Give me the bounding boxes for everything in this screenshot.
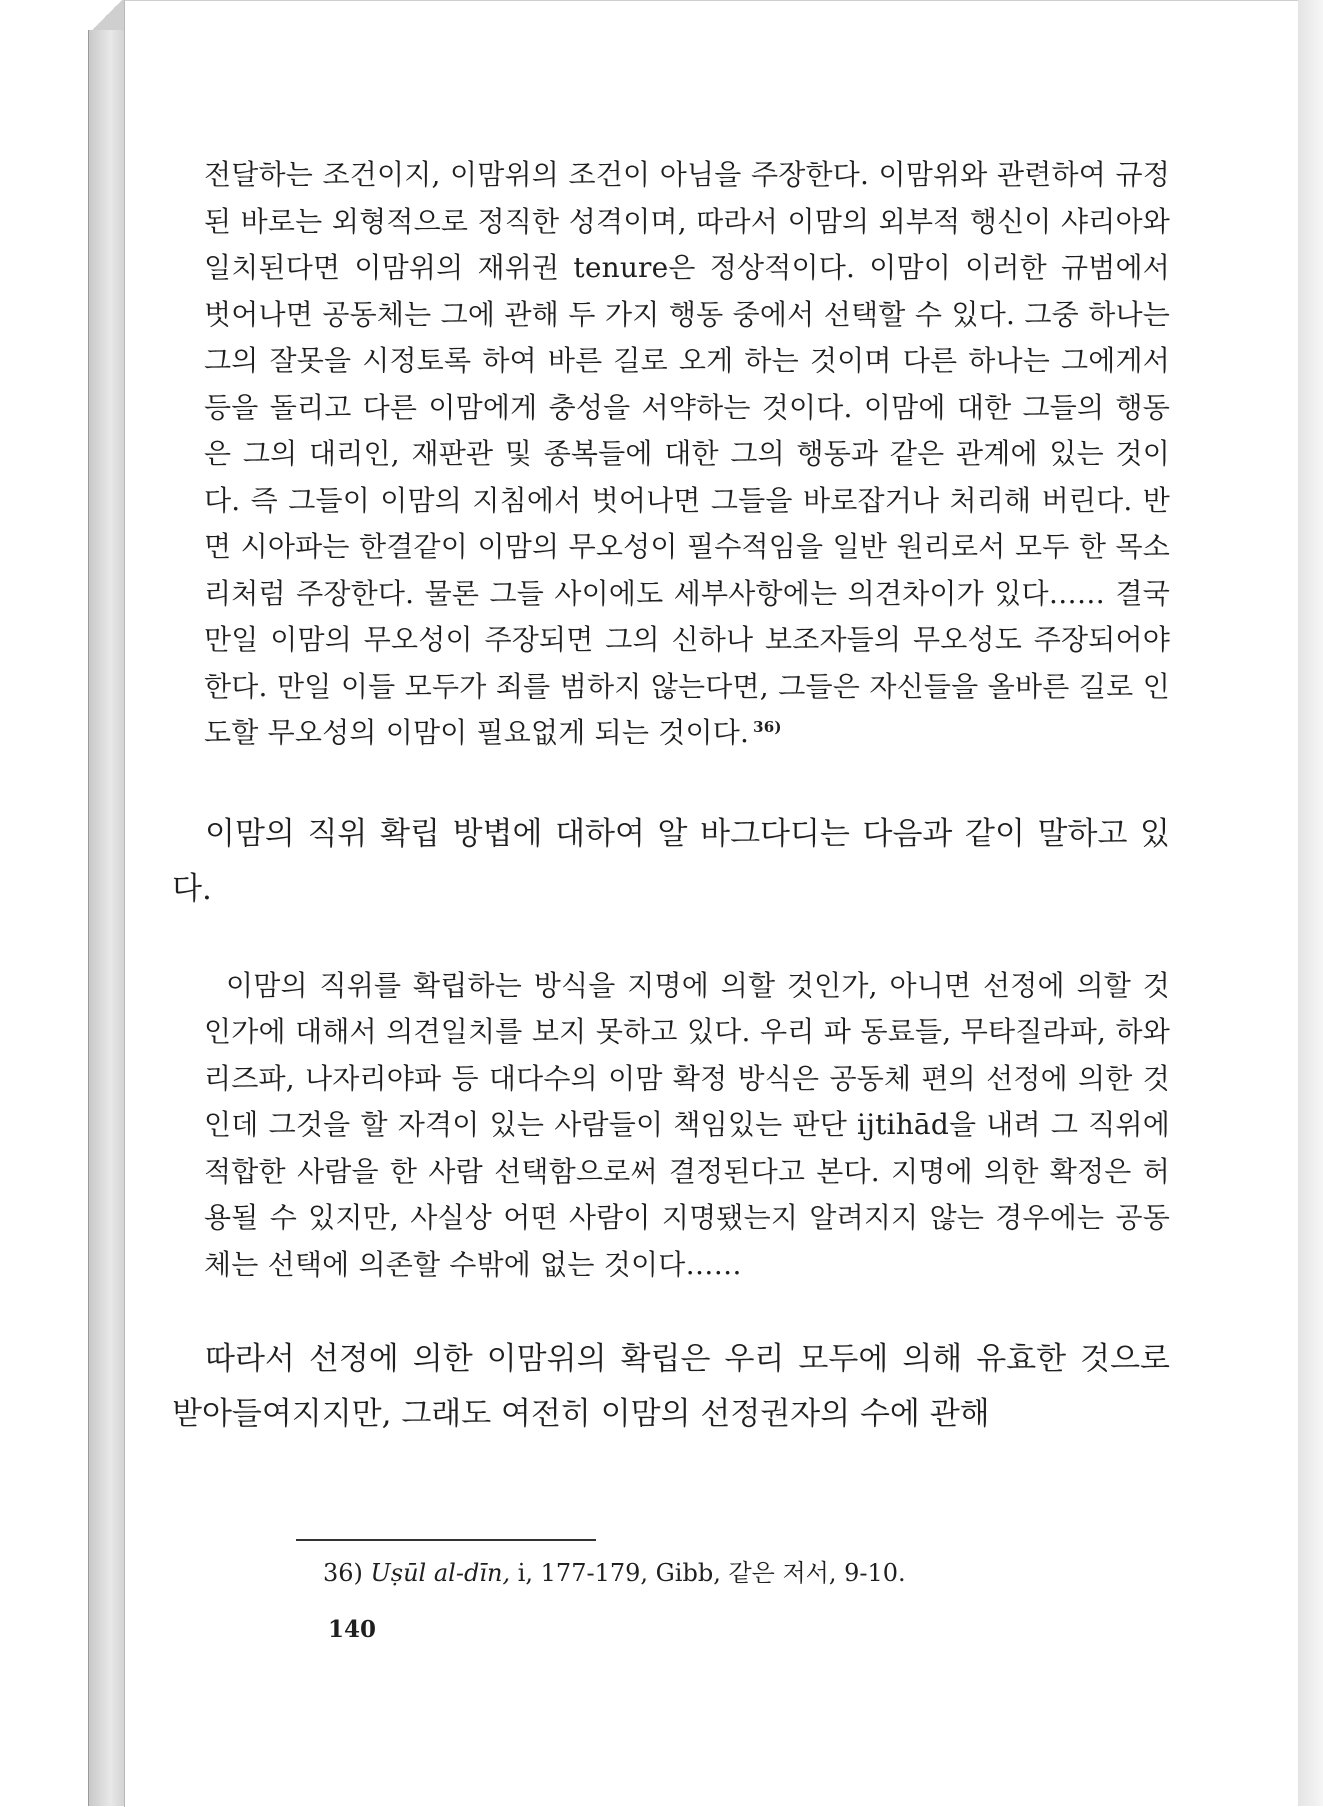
page-content <box>172 152 1170 1442</box>
quote-1-text: 전달하는 조건이지, 이맘위의 조건이 아님을 주장한다. 이맘위와 관련하여 규정된 바로는 외형적으로 정직한 성격이며, 따라서 이맘의 외부적 행신이 샤리아와 일치된다면 이맘위의 재위권 tenure은 정상적이다. 이맘이 이러한 규범에서 벗어나면 공동체는 그에 관해 두 가지 행동 중에서 선택할 수 있다. 그중 하나는 그의 잘못을 시정토록 하여 바른 길로 오게 하는 것이며 다른 하나는 그에게서 등을 돌리고 다른 이맘에게 충성을 서약하는 것이다. 이맘에 대한 그들의 행동은 그의 대리인, 재판관 및 종복들에 대한 그의 행동과 같은 관계에 있는 것이다. 즉 그들이 이맘의 지침에서 벗어나면 그들을 바로잡거나 처리해 버린다. 반면 시아파는 한결같이 이맘의 무오성이 필수적임을 일반 원리로서 모두 한 목소리처럼 주장한다. 물론 그들 사이에도 세부사항에는 의견차이가 있다…… 결국 만일 이맘의 무오성이 주장되면 그의 신하나 보조자들의 무오성도 주장되어야 한다. 만일 이들 모두가 죄를 범하지 않는다면, 그들은 자신들을 올바른 길로 인도할 무오성의 이맘이 필요없게 되는 것이다. <box>204 158 1170 749</box>
page-edge-shadow <box>1298 0 1323 1806</box>
page-number: 140 <box>328 1616 377 1643</box>
block-quote-2: 이맘의 직위를 확립하는 방식을 지명에 의할 것인가, 아니면 선정에 의할 것인가에 대해서 의견일치를 보지 못하고 있다. 우리 파 동료들, 무타질라파, 하와리즈파, 나자리야파 등 대다수의 이맘 확정 방식은 공동체 편의 선정에 의한 것인데 그것을 할 자격이 있는 사람들이 책임있는 판단 ijtihād을 내려 그 직위에 적합한 사람을 한 사람 선택함으로써 결정된다고 본다. 지명에 의한 확정은 허용될 수 있지만, 사실상 어떤 사람이 지명됐는지 알려지지 않는 경우에는 공동체는 선택에 의존할 수밖에 없는 것이다…… <box>204 968 1170 1281</box>
book-spine-top <box>88 0 124 32</box>
footnote-marker: 36) <box>753 717 782 736</box>
body-paragraph-1: 이맘의 직위 확립 방볍에 대하여 알 바그다디는 다음과 같이 말하고 있다. <box>172 815 1170 907</box>
book-spine <box>88 30 125 1806</box>
block-quote-1 <box>204 152 1170 757</box>
footnote-title: Uṣūl al-dīn, <box>370 1559 511 1587</box>
footnote-number: 36) <box>323 1559 363 1587</box>
footnote <box>323 1553 906 1588</box>
footnote-divider <box>296 1539 596 1541</box>
footnote-rest: i, 177-179, Gibb, 같은 저서, 9-10. <box>517 1559 906 1587</box>
body-paragraph-2: 따라서 선정에 의한 이맘위의 확립은 우리 모두에 의해 유효한 것으로 받아들여지지만, 그래도 여전히 이맘의 선정권자의 수에 관해 <box>172 1341 1170 1432</box>
